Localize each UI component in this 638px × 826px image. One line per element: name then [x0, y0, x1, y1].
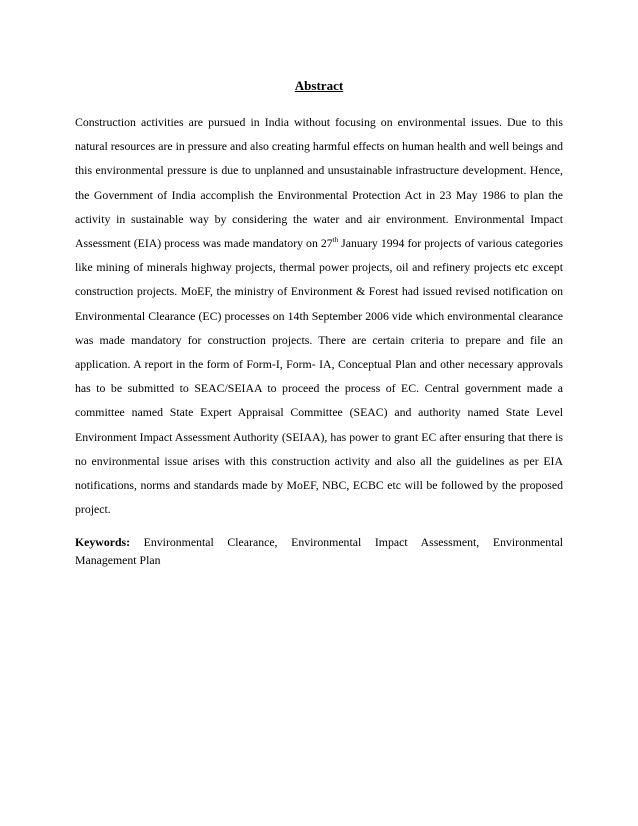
keywords-text: Environmental Clearance, Environmental Impact Assessment, Environmental Management Plan	[75, 535, 563, 567]
ordinal-superscript: th	[332, 236, 339, 245]
abstract-text-part-2: January 1994 for projects of various categories like mining of minerals highway projects, thermal power projects, oil and refinery projects etc except construction projects. MoEF, the ministry of Environment & Forest had issued revised notification on Environmental Clearance (EC) processes on 14th September 2006 vide which environmental clearance was made mandatory for construction projects. There are certain criteria to prepare and file an application. A report in the form of Form-I, Form- IA, Conceptual Plan and other necessary approvals has to be submitted to SEAC/SEIAA to proceed the process of EC. Central government made a committee named State Expert Appraisal Committee (SEAC) and authority named State Level Environment Impact Assessment Authority (SEIAA), has power to grant EC after ensuring that there is no environmental issue arises with this construction activity and also all the guidelines as per EIA notifications, norms and standards made by MoEF, NBC, ECBC etc will be followed by the proposed project.	[75, 236, 563, 517]
abstract-heading: Abstract	[294, 78, 344, 93]
abstract-text-part-1: Construction activities are pursued in India without focusing on environmental issues. Due to this natural resources are in pressure and also creating harmful effects on human health and well beings and this environmental pressure is due to unplanned and unsustainable infrastructure development. Hence, the Government of India accomplish the Environmental Protection Act in 23 May 1986 to plan the activity in sustainable way by considering the water and air environment. Environmental Impact Assessment (EIA) process was made mandatory on 27	[75, 115, 563, 251]
keywords-label: Keywords:	[75, 535, 131, 549]
keywords-paragraph	[75, 534, 563, 569]
abstract-paragraph	[75, 110, 563, 521]
